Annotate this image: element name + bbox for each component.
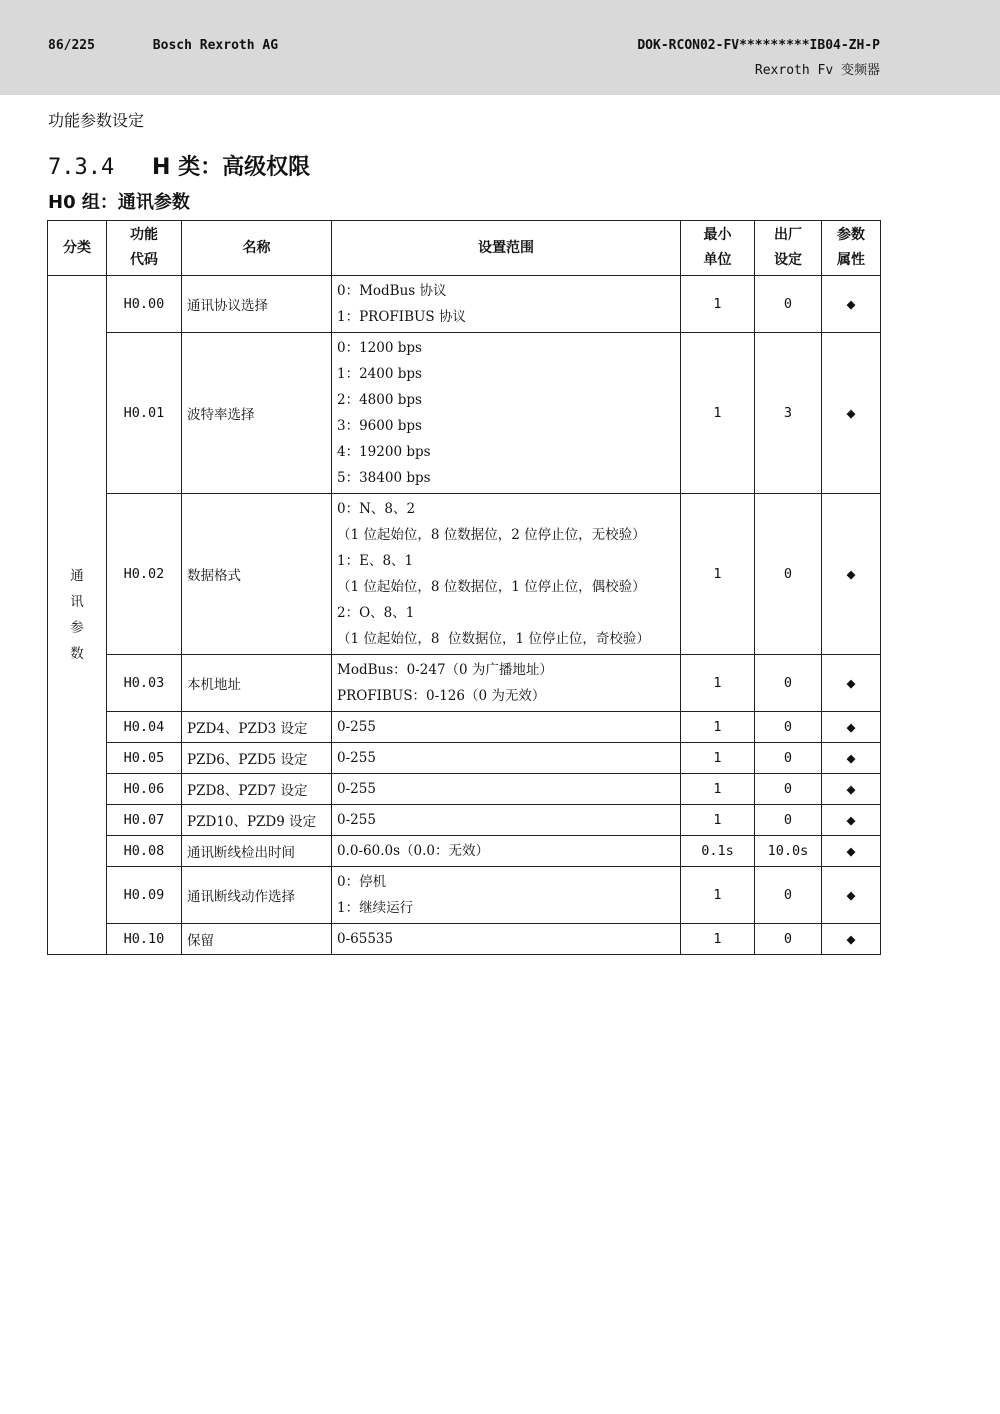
table-row — [48, 867, 881, 924]
param-attribute — [822, 743, 881, 774]
param-code: H0.10 — [107, 924, 182, 955]
document-code: DOK-RCON02-FV*********IB04-ZH-P — [637, 38, 880, 53]
param-default: 0 — [755, 276, 822, 333]
param-range: 0-255 — [332, 805, 681, 836]
param-unit: 1 — [681, 924, 755, 955]
section-number: 7.3.4 — [48, 155, 115, 180]
param-range: 0-65535 — [332, 924, 681, 955]
param-unit: 0.1s — [681, 836, 755, 867]
category-cell: 通 讯 参 数 — [48, 276, 107, 955]
param-code: H0.07 — [107, 805, 182, 836]
diamond-icon: ◆ — [846, 886, 856, 904]
section-title: H 类：高级权限 — [152, 155, 311, 180]
diamond-icon: ◆ — [846, 749, 856, 767]
param-attribute — [822, 774, 881, 805]
param-unit: 1 — [681, 333, 755, 494]
param-default: 3 — [755, 333, 822, 494]
param-range: ModBus：0-247（0 为广播地址） PROFIBUS：0-126（0 为无效） — [332, 655, 681, 712]
table-row — [48, 494, 881, 655]
table-row — [48, 655, 881, 712]
header-category: 分类 — [48, 221, 107, 276]
table-row — [48, 333, 881, 494]
param-unit: 1 — [681, 805, 755, 836]
diamond-icon: ◆ — [846, 842, 856, 860]
param-name: 本机地址 — [182, 655, 332, 712]
param-code: H0.00 — [107, 276, 182, 333]
param-code: H0.05 — [107, 743, 182, 774]
param-code: H0.04 — [107, 712, 182, 743]
table-row — [48, 276, 881, 333]
param-name: 通讯断线检出时间 — [182, 836, 332, 867]
param-attribute — [822, 276, 881, 333]
param-name: 通讯协议选择 — [182, 276, 332, 333]
param-range: 0：1200 bps 1：2400 bps 2：4800 bps 3：9600 bps 4：19200 bps 5：38400 bps — [332, 333, 681, 494]
diamond-icon: ◆ — [846, 780, 856, 798]
page-number: 86/225 — [48, 38, 95, 53]
param-default: 0 — [755, 743, 822, 774]
param-range: 0：N、8、2 （1 位起始位，8 位数据位，2 位停止位，无校验） 1：E、8、1 （1 位起始位，8 位数据位，1 位停止位，偶校验） 2：O、8、1 （1 位起始位，8 位数据位，1 位停止位，奇校验） — [332, 494, 681, 655]
diamond-icon: ◆ — [846, 565, 856, 583]
param-unit: 1 — [681, 276, 755, 333]
param-default: 0 — [755, 924, 822, 955]
param-attribute — [822, 836, 881, 867]
param-attribute — [822, 655, 881, 712]
param-name: PZD8、PZD7 设定 — [182, 774, 332, 805]
param-default: 10.0s — [755, 836, 822, 867]
param-unit: 1 — [681, 655, 755, 712]
param-name: 数据格式 — [182, 494, 332, 655]
table-row — [48, 805, 881, 836]
param-range: 0-255 — [332, 712, 681, 743]
param-name: PZD10、PZD9 设定 — [182, 805, 332, 836]
param-default: 0 — [755, 494, 822, 655]
param-range: 0-255 — [332, 743, 681, 774]
param-attribute — [822, 805, 881, 836]
param-unit: 1 — [681, 774, 755, 805]
header-attribute: 参数 属性 — [822, 221, 881, 276]
param-name: PZD4、PZD3 设定 — [182, 712, 332, 743]
header-left — [48, 38, 278, 53]
table-row — [48, 743, 881, 774]
param-attribute — [822, 867, 881, 924]
param-code: H0.09 — [107, 867, 182, 924]
param-attribute — [822, 494, 881, 655]
param-default: 0 — [755, 805, 822, 836]
param-unit: 1 — [681, 494, 755, 655]
param-unit: 1 — [681, 712, 755, 743]
company-name: Bosch Rexroth AG — [152, 38, 279, 53]
header-unit: 最小 单位 — [681, 221, 755, 276]
table-row — [48, 836, 881, 867]
param-attribute — [822, 924, 881, 955]
param-name: PZD6、PZD5 设定 — [182, 743, 332, 774]
group-heading: H0 组：通讯参数 — [48, 192, 190, 213]
param-attribute — [822, 333, 881, 494]
param-range: 0：ModBus 协议 1：PROFIBUS 协议 — [332, 276, 681, 333]
param-attribute — [822, 712, 881, 743]
param-range: 0.0-60.0s（0.0：无效） — [332, 836, 681, 867]
param-unit: 1 — [681, 867, 755, 924]
table-row — [48, 774, 881, 805]
diamond-icon: ◆ — [846, 930, 856, 948]
param-default: 0 — [755, 712, 822, 743]
param-code: H0.06 — [107, 774, 182, 805]
header-range: 设置范围 — [332, 221, 681, 276]
section-label: 功能参数设定 — [48, 111, 145, 130]
param-range: 0-255 — [332, 774, 681, 805]
param-default: 0 — [755, 867, 822, 924]
diamond-icon: ◆ — [846, 295, 856, 313]
section-heading — [48, 150, 310, 181]
param-code: H0.03 — [107, 655, 182, 712]
param-default: 0 — [755, 774, 822, 805]
param-default: 0 — [755, 655, 822, 712]
page-header — [0, 0, 1000, 95]
diamond-icon: ◆ — [846, 718, 856, 736]
table-row — [48, 924, 881, 955]
param-code: H0.02 — [107, 494, 182, 655]
diamond-icon: ◆ — [846, 811, 856, 829]
param-unit: 1 — [681, 743, 755, 774]
header-default: 出厂 设定 — [755, 221, 822, 276]
param-name: 通讯断线动作选择 — [182, 867, 332, 924]
header-code: 功能 代码 — [107, 221, 182, 276]
header-name: 名称 — [182, 221, 332, 276]
param-name: 保留 — [182, 924, 332, 955]
product-name: Rexroth Fv 变频器 — [754, 63, 880, 78]
header-right — [637, 38, 880, 78]
diamond-icon: ◆ — [846, 674, 856, 692]
param-code: H0.08 — [107, 836, 182, 867]
table-row — [48, 712, 881, 743]
table-header-row — [48, 221, 881, 276]
param-name: 波特率选择 — [182, 333, 332, 494]
param-code: H0.01 — [107, 333, 182, 494]
param-range: 0：停机 1：继续运行 — [332, 867, 681, 924]
parameter-table — [47, 220, 881, 955]
diamond-icon: ◆ — [846, 404, 856, 422]
